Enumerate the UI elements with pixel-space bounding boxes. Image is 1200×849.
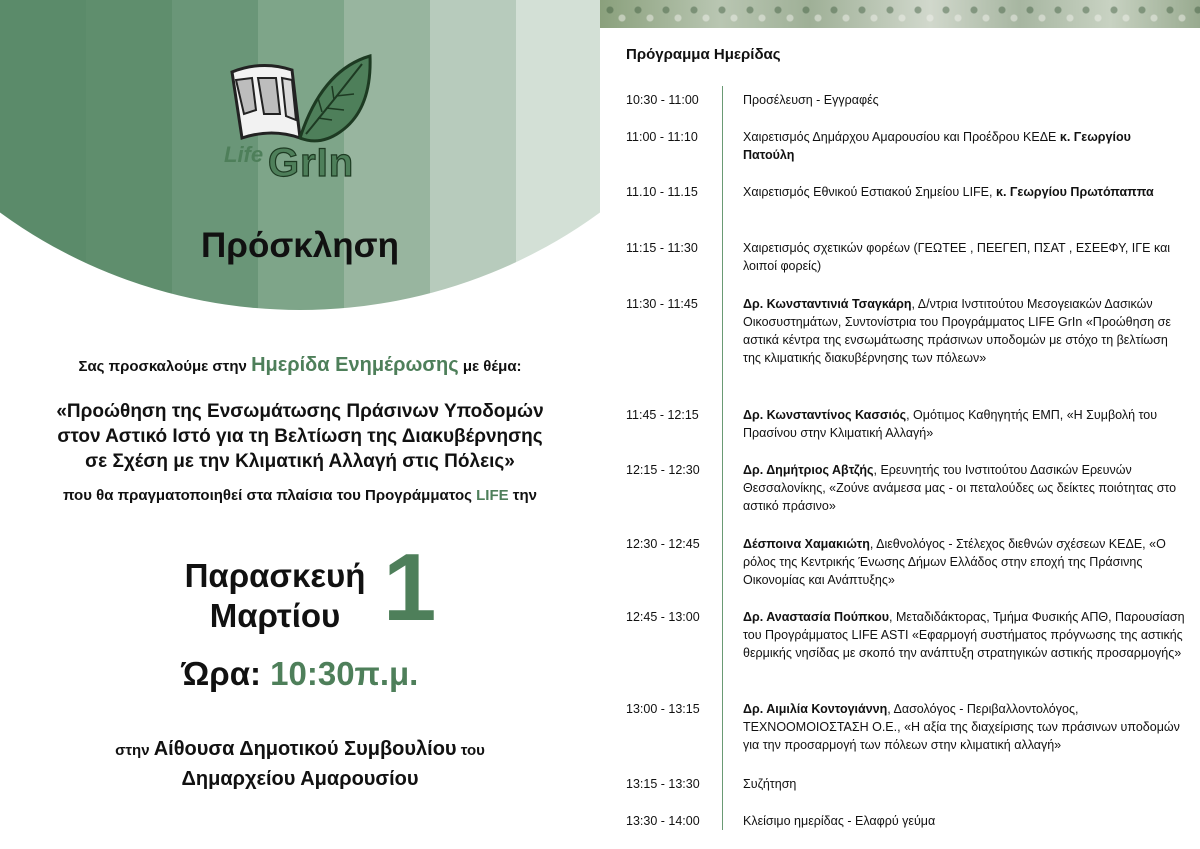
speaker-name: Δρ. Αιμιλία Κοντογιάννη xyxy=(743,702,888,716)
program-desc xyxy=(743,239,1185,275)
time-label: Ώρα: xyxy=(181,655,271,692)
program-desc xyxy=(743,128,1185,164)
venue-suffix: του xyxy=(456,742,485,759)
program-text: , Ερευνητής του Ινστιτούτου Δασικών Ερευνών Θεσσαλονίκης, «Ζούνε ανάμεσα μας - οι πεταλούδες ως δείκτες ποιότητας στο αστικό πράσινο» xyxy=(743,463,1177,513)
intro-text-end: με θέμα: xyxy=(458,358,522,375)
venue-line2: Δημαρχείου Αμαρουσίου xyxy=(181,768,419,790)
time-value: 10:30π.μ. xyxy=(270,655,419,692)
foliage-texture xyxy=(600,0,1200,28)
event-venue xyxy=(0,735,600,793)
program-text: Κλείσιμο ημερίδας - Ελαφρύ γεύμα xyxy=(743,814,936,828)
program-desc xyxy=(743,183,1185,201)
program-desc xyxy=(743,91,1185,109)
intro-highlight: Ημερίδα Ενημέρωσης xyxy=(251,354,459,376)
program-time: 11:30 - 11:45 xyxy=(626,297,698,311)
program-desc xyxy=(743,608,1185,662)
program-time: 13:30 - 14:00 xyxy=(626,814,700,828)
program-text: Χαιρετισμός Εθνικού Εστιακού Σημείου LIFE, xyxy=(743,185,996,199)
trees-photo-strip xyxy=(600,0,1200,28)
program-text: , Μεταδιδάκτορας, Τμήμα Φυσικής ΑΠΘ, Παρουσίαση του Προγράμματος LIFE ASTI «Εφαρμογή συστήματος πρόγνωσης της αστικής θερμικής νησίδας με σκοπό την ανάπτυξη στρατηγικών αστικής προσαρμογής» xyxy=(743,610,1185,660)
program-time: 11:00 - 11:10 xyxy=(626,130,698,144)
speaker-name: κ. Γεωργίου Πρωτόπαππα xyxy=(995,185,1154,199)
program-text: Συζήτηση xyxy=(743,777,797,791)
program-time: 13:15 - 13:30 xyxy=(626,777,700,791)
invitation-heading: Πρόσκληση xyxy=(201,226,399,265)
day-number: 1 xyxy=(383,534,437,641)
event-title-line: στον Αστικό Ιστό για τη Βελτίωση της Διακυβέρνησης xyxy=(57,426,543,447)
speaker-name: Δέσποινα Χαμακιώτη xyxy=(743,537,870,551)
venue-main: Αίθουσα Δημοτικού Συμβουλίου xyxy=(153,738,457,760)
program-time: 13:00 - 13:15 xyxy=(626,702,700,716)
program-desc xyxy=(743,406,1185,442)
program-desc xyxy=(743,812,1185,830)
program-text: , Δ/ντρια Ινστιτούτου Μεσογειακών Δασικών Οικοσυστημάτων, Συντονίστρια του Προγράμματος LIFE GrIn «Προώθηση σε αστικά κέντρα της ενσωμάτωσης πράσινων υποδομών με στόχο τη βελτίωση της κλιματικής διακυβέρνησης των πόλεων» xyxy=(743,297,1171,365)
speaker-name: Δρ. Αναστασία Πούπκου xyxy=(743,610,890,624)
event-date xyxy=(170,556,380,636)
program-text: Προσέλευση - Εγγραφές xyxy=(743,93,879,107)
logo-life-text: Life xyxy=(224,142,264,167)
speaker-name: Δρ. Κωνσταντίνος Κασσιός xyxy=(743,408,907,422)
program-desc xyxy=(743,295,1185,367)
program-time: 11.10 - 11.15 xyxy=(626,185,698,199)
life-highlight: LIFE xyxy=(476,487,509,504)
program-text: Χαιρετισμός σχετικών φορέων (ΓΕΩΤΕΕ , ΠΕΕΓΕΠ, ΠΣΑΤ , ΕΣΕΕΦΥ, ΙΓΕ και λοιποί φορείς) xyxy=(743,241,1171,273)
program-time: 11:15 - 11:30 xyxy=(626,241,698,255)
context-text: που θα πραγματοποιηθεί στα πλαίσια του Προγράμματος xyxy=(62,487,477,504)
program-context xyxy=(0,487,600,504)
program-desc xyxy=(743,700,1185,754)
event-title-line: «Προώθηση της Ενσωμάτωσης Πράσινων Υποδομών xyxy=(56,401,544,422)
speaker-name: Δρ. Δημήτριος Αβτζής xyxy=(743,463,874,477)
program-time: 11:45 - 12:15 xyxy=(626,408,699,422)
program-text: , Δασολόγος - Περιβαλλοντολόγος, ΤΕΧΝΟΟΜΟΙΟΣΤΑΣΗ Ο.Ε., «Η αξία της διαχείρισης των πράσινων υποδομών για την προσαρμογή των πόλεων στην κλιματική αλλαγή» xyxy=(743,702,1180,752)
event-time xyxy=(0,655,600,693)
program-time: 12:15 - 12:30 xyxy=(626,463,700,477)
day-name: Παρασκευή xyxy=(184,557,366,594)
program-desc xyxy=(743,775,1185,793)
program-time: 10:30 - 11:00 xyxy=(626,93,699,107)
speaker-name: Δρ. Κωνσταντινιά Τσαγκάρη xyxy=(743,297,912,311)
event-title xyxy=(0,399,600,474)
program-time: 12:30 - 12:45 xyxy=(626,537,700,551)
program-text: , Ομότιμος Καθηγητής ΕΜΠ, «Η Συμβολή του Πρασίνου στην Κλιματική Αλλαγή» xyxy=(743,408,1158,440)
program-text: , Διεθνολόγος - Στέλεχος διεθνών σχέσεων ΚΕΔΕ, «Ο ρόλος της Κεντρικής Ένωσης Δήμων Ελλάδος στην εποχή της Πράσινης Οικονομίας και Ανάπτυξης» xyxy=(743,537,1166,587)
month-name: Μαρτίου xyxy=(209,597,341,634)
context-text-end: την xyxy=(508,487,538,504)
program-time: 12:45 - 13:00 xyxy=(626,610,700,624)
event-title-line: σε Σχέση με την Κλιματική Αλλαγή στις Πόλεις» xyxy=(85,451,515,472)
venue-prefix: στην xyxy=(115,742,154,759)
program-text: Χαιρετισμός Δημάρχου Αμαρουσίου και Προέδρου ΚΕΔΕ xyxy=(743,130,1060,144)
program-title: Πρόγραμμα Ημερίδας xyxy=(626,46,781,63)
program-desc xyxy=(743,461,1185,515)
program-panel xyxy=(600,0,1200,849)
logo-grln-text: GrIn xyxy=(268,141,355,185)
program-desc xyxy=(743,535,1185,589)
timeline-divider xyxy=(722,86,723,830)
invitation-intro xyxy=(0,354,600,377)
intro-text: Σας προσκαλούμε στην xyxy=(78,358,252,375)
speaker-name: κ. Γεωργίου Πατούλη xyxy=(743,130,1131,162)
